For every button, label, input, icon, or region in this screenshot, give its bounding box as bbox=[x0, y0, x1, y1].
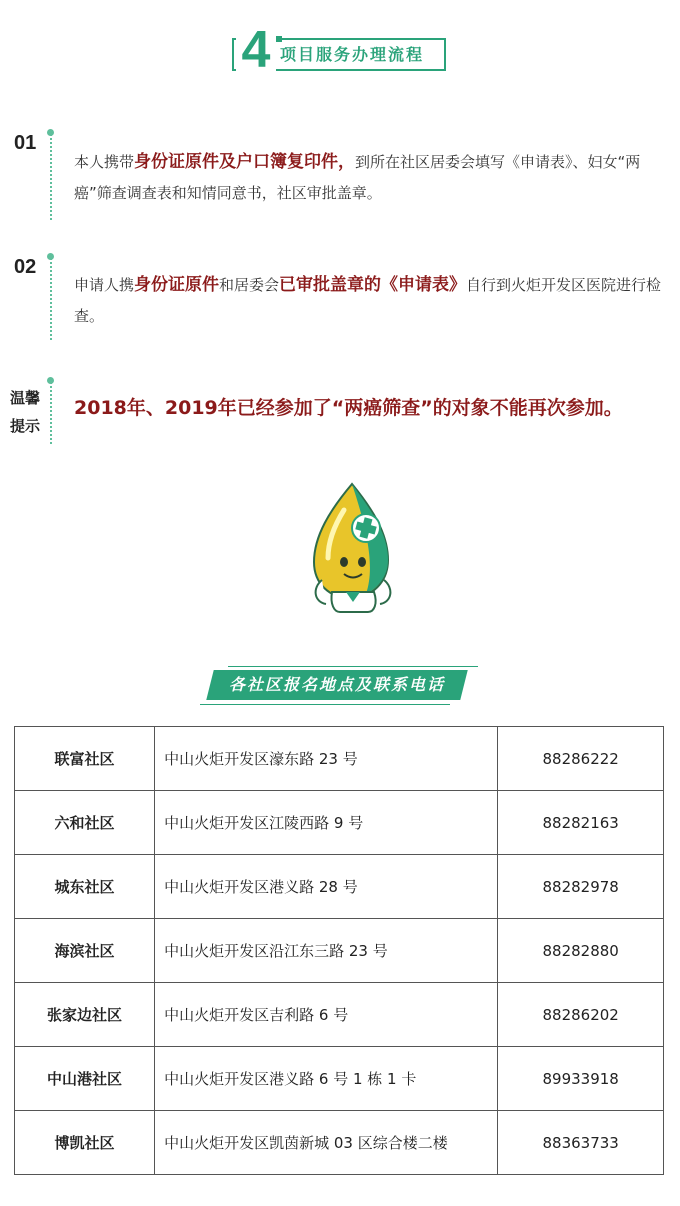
community-name: 联富社区 bbox=[15, 727, 155, 791]
community-phone: 89933918 bbox=[498, 1047, 664, 1111]
section-header-corner bbox=[276, 36, 282, 42]
community-phone: 88282880 bbox=[498, 919, 664, 983]
table-row bbox=[15, 983, 664, 1047]
community-address: 中山火炬开发区沿江东三路 23 号 bbox=[155, 919, 498, 983]
community-address: 中山火炬开发区濠东路 23 号 bbox=[155, 727, 498, 791]
community-name: 海滨社区 bbox=[15, 919, 155, 983]
step-01-highlight: 身份证原件及户口簿复印件， bbox=[134, 152, 356, 172]
section-number: 4 bbox=[236, 24, 276, 76]
tip-label: 温馨提示 bbox=[10, 389, 41, 435]
mascot-droplet-illustration bbox=[300, 480, 396, 616]
banner-title: 各社区报名地点及联系电话 bbox=[228, 675, 445, 694]
community-name: 中山港社区 bbox=[15, 1047, 155, 1111]
table-row bbox=[15, 1111, 664, 1175]
community-name: 六和社区 bbox=[15, 791, 155, 855]
contacts-table bbox=[14, 726, 664, 1175]
step-02-number: 02 bbox=[14, 256, 37, 278]
step-02-text-c: 自行到火炬开发区医院进行检查。 bbox=[74, 276, 662, 325]
table-row bbox=[15, 727, 664, 791]
community-phone: 88286222 bbox=[498, 727, 664, 791]
table-row bbox=[15, 1047, 664, 1111]
community-phone: 88286202 bbox=[498, 983, 664, 1047]
contacts-banner bbox=[200, 666, 480, 706]
community-name: 城东社区 bbox=[15, 855, 155, 919]
step-02-highlight-a: 身份证原件 bbox=[134, 275, 220, 295]
community-name: 博凯社区 bbox=[15, 1111, 155, 1175]
community-address: 中山火炬开发区吉利路 6 号 bbox=[155, 983, 498, 1047]
step-01-text-a: 本人携带 bbox=[74, 153, 135, 171]
community-phone: 88363733 bbox=[498, 1111, 664, 1175]
step-01-timeline bbox=[50, 130, 52, 220]
step-02-text bbox=[74, 270, 670, 332]
step-02-timeline bbox=[50, 254, 52, 340]
section-title: 项目服务办理流程 bbox=[280, 45, 425, 64]
step-02-text-a: 申请人携 bbox=[74, 276, 135, 294]
step-01-text-b: 到所在社区居委会填写《申请表》、妇女“两癌”筛查调查表和知情同意书，社区审批盖章。 bbox=[74, 153, 641, 202]
step-01-number: 01 bbox=[14, 132, 37, 154]
tip-text: 2018年、2019年已经参加了“两癌筛查”的对象不能再次参加。 bbox=[74, 397, 623, 419]
table-row bbox=[15, 855, 664, 919]
step-02-highlight-b: 已审批盖章的《申请表》 bbox=[279, 275, 467, 295]
tip-timeline bbox=[50, 378, 52, 444]
table-row bbox=[15, 791, 664, 855]
table-row bbox=[15, 919, 664, 983]
community-address: 中山火炬开发区港义路 6 号 1 栋 1 卡 bbox=[155, 1047, 498, 1111]
community-address: 中山火炬开发区港义路 28 号 bbox=[155, 855, 498, 919]
community-address: 中山火炬开发区江陵西路 9 号 bbox=[155, 791, 498, 855]
community-address: 中山火炬开发区凯茵新城 03 区综合楼二楼 bbox=[155, 1111, 498, 1175]
step-02-text-b: 和居委会 bbox=[219, 276, 280, 294]
tip-dot bbox=[47, 377, 54, 384]
banner-bottom-line bbox=[200, 704, 450, 705]
step-01-text bbox=[74, 147, 670, 209]
community-name: 张家边社区 bbox=[15, 983, 155, 1047]
community-phone: 88282978 bbox=[498, 855, 664, 919]
step-01-dot bbox=[47, 129, 54, 136]
banner-top-line bbox=[228, 666, 478, 667]
step-02-dot bbox=[47, 253, 54, 260]
community-phone: 88282163 bbox=[498, 791, 664, 855]
